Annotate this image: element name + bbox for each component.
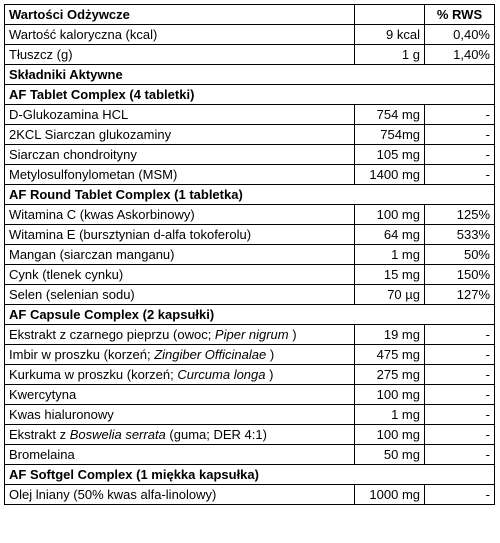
- table-row: [5, 425, 495, 445]
- ingredient-amount: 100 mg: [355, 385, 425, 405]
- ingredient-name: Mangan (siarczan manganu): [5, 245, 355, 265]
- ingredient-amount: 100 mg: [355, 425, 425, 445]
- ingredient-amount: 1 g: [355, 45, 425, 65]
- ingredient-name: [5, 425, 355, 445]
- ingredient-name: Tłuszcz (g): [5, 45, 355, 65]
- ingredient-amount: 1400 mg: [355, 165, 425, 185]
- ingredient-amount: 15 mg: [355, 265, 425, 285]
- header-rws: % RWS: [425, 5, 495, 25]
- ingredient-name: Siarczan chondroityny: [5, 145, 355, 165]
- table-row: [5, 385, 495, 405]
- ingredient-rws: -: [425, 425, 495, 445]
- table-row: [5, 125, 495, 145]
- ingredient-amount: 1 mg: [355, 405, 425, 425]
- ingredient-amount: 19 mg: [355, 325, 425, 345]
- ingredient-name: Selen (selenian sodu): [5, 285, 355, 305]
- table-row: [5, 325, 495, 345]
- ingredient-amount: 1000 mg: [355, 485, 425, 505]
- table-row: [5, 105, 495, 125]
- ingredient-rws: 1,40%: [425, 45, 495, 65]
- ingredient-rws: -: [425, 325, 495, 345]
- section-title: AF Softgel Complex (1 miękka kapsułka): [5, 465, 495, 485]
- ingredient-rws: -: [425, 165, 495, 185]
- table-row: [5, 145, 495, 165]
- ingredient-rws: 127%: [425, 285, 495, 305]
- section-row: [5, 305, 495, 325]
- ingredient-name: Metylosulfonylometan (MSM): [5, 165, 355, 185]
- ingredient-name: Olej lniany (50% kwas alfa-linolowy): [5, 485, 355, 505]
- section-row: [5, 465, 495, 485]
- table-row: [5, 45, 495, 65]
- ingredient-name: Witamina E (bursztynian d-alfa tokoferolu): [5, 225, 355, 245]
- nutrition-table-body: [5, 5, 495, 505]
- table-header-row: [5, 5, 495, 25]
- ingredient-name: [5, 345, 355, 365]
- table-row: [5, 445, 495, 465]
- ingredient-name: Bromelaina: [5, 445, 355, 465]
- header-amount: [355, 5, 425, 25]
- nutrition-table: [4, 4, 495, 505]
- section-title: AF Round Tablet Complex (1 tabletka): [5, 185, 495, 205]
- table-row: [5, 25, 495, 45]
- ingredient-rws: 0,40%: [425, 25, 495, 45]
- ingredient-amount: 64 mg: [355, 225, 425, 245]
- ingredient-name-part: Ekstrakt z czarnego pieprzu (owoc;: [9, 327, 215, 342]
- section-title: Składniki Aktywne: [5, 65, 495, 85]
- ingredient-rws: -: [425, 105, 495, 125]
- table-row: [5, 165, 495, 185]
- ingredient-amount: 1 mg: [355, 245, 425, 265]
- ingredient-rws: -: [425, 365, 495, 385]
- ingredient-rws: -: [425, 385, 495, 405]
- ingredient-rws: -: [425, 145, 495, 165]
- ingredient-latin-name: Boswelia serrata: [69, 427, 166, 442]
- table-row: [5, 225, 495, 245]
- header-label: Wartości Odżywcze: [5, 5, 355, 25]
- ingredient-name-part: Kurkuma w proszku (korzeń;: [9, 367, 178, 382]
- ingredient-latin-name: Piper nigrum: [214, 327, 289, 342]
- ingredient-name: Kwas hialuronowy: [5, 405, 355, 425]
- ingredient-amount: 754 mg: [355, 105, 425, 125]
- ingredient-amount: 275 mg: [355, 365, 425, 385]
- table-row: [5, 365, 495, 385]
- ingredient-amount: 475 mg: [355, 345, 425, 365]
- table-row: [5, 285, 495, 305]
- table-row: [5, 205, 495, 225]
- ingredient-rws: -: [425, 445, 495, 465]
- section-row: [5, 185, 495, 205]
- ingredient-amount: 105 mg: [355, 145, 425, 165]
- table-row: [5, 485, 495, 505]
- ingredient-name: [5, 365, 355, 385]
- ingredient-rws: 533%: [425, 225, 495, 245]
- section-row: [5, 85, 495, 105]
- ingredient-name-part: Imbir w proszku (korzeń;: [9, 347, 155, 362]
- ingredient-amount: 754mg: [355, 125, 425, 145]
- ingredient-name: [5, 325, 355, 345]
- section-row: [5, 65, 495, 85]
- ingredient-rws: 125%: [425, 205, 495, 225]
- section-title: AF Capsule Complex (2 kapsułki): [5, 305, 495, 325]
- ingredient-name-part: (guma; DER 4:1): [165, 427, 267, 442]
- ingredient-rws: -: [425, 405, 495, 425]
- ingredient-name: D-Glukozamina HCL: [5, 105, 355, 125]
- ingredient-name: Cynk (tlenek cynku): [5, 265, 355, 285]
- table-row: [5, 265, 495, 285]
- ingredient-amount: 100 mg: [355, 205, 425, 225]
- table-row: [5, 405, 495, 425]
- ingredient-rws: -: [425, 345, 495, 365]
- ingredient-amount: 9 kcal: [355, 25, 425, 45]
- ingredient-rws: -: [425, 125, 495, 145]
- ingredient-latin-name: Zingiber Officinalae: [154, 347, 267, 362]
- table-row: [5, 345, 495, 365]
- ingredient-name-part: ): [265, 367, 274, 382]
- ingredient-name-part: ): [266, 347, 275, 362]
- ingredient-rws: -: [425, 485, 495, 505]
- ingredient-name-part: ): [288, 327, 297, 342]
- table-row: [5, 245, 495, 265]
- ingredient-name-part: Ekstrakt z: [9, 427, 70, 442]
- section-title: AF Tablet Complex (4 tabletki): [5, 85, 495, 105]
- ingredient-rws: 150%: [425, 265, 495, 285]
- ingredient-amount: 50 mg: [355, 445, 425, 465]
- ingredient-name: Witamina C (kwas Askorbinowy): [5, 205, 355, 225]
- ingredient-rws: 50%: [425, 245, 495, 265]
- ingredient-amount: 70 µg: [355, 285, 425, 305]
- ingredient-name: 2KCL Siarczan glukozaminy: [5, 125, 355, 145]
- ingredient-latin-name: Curcuma longa: [177, 367, 266, 382]
- ingredient-name: Kwercytyna: [5, 385, 355, 405]
- ingredient-name: Wartość kaloryczna (kcal): [5, 25, 355, 45]
